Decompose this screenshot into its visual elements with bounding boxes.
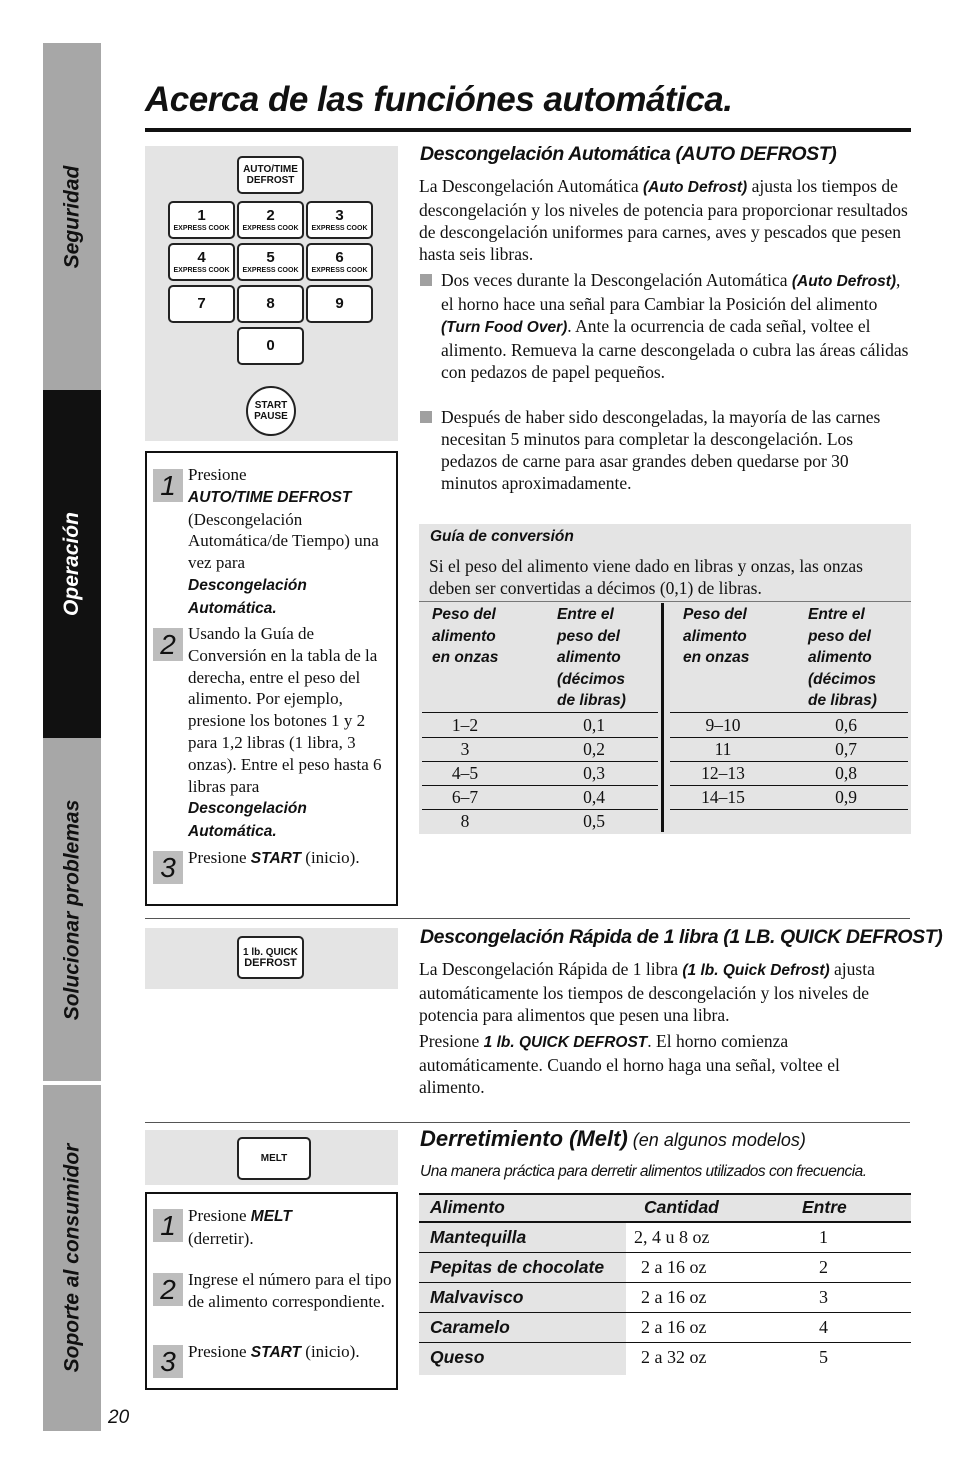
section-divider — [145, 1122, 910, 1123]
key-sublabel: EXPRESS COOK — [242, 267, 299, 274]
table-header: Entre — [802, 1197, 847, 1217]
key-number: 6 — [335, 249, 344, 266]
title-rule — [145, 128, 911, 132]
step-keyword: Descongelación Automática. — [188, 576, 307, 617]
step-text: Presione — [188, 465, 247, 484]
section-divider — [145, 918, 910, 919]
column-divider — [661, 603, 664, 832]
table-cell: 1 — [819, 1227, 828, 1247]
tab-label: Soporte al consumidor — [60, 1143, 84, 1373]
step-text: (inicio). — [301, 848, 360, 867]
step-text: (Descongelación Automática/de Tiempo) una vez para — [188, 509, 379, 573]
tab-solucionar-problemas[interactable] — [43, 738, 101, 1083]
step-text: (derretir). — [188, 1228, 254, 1248]
step-number-1: 1 — [153, 1209, 183, 1242]
step-keyword: START — [250, 1344, 302, 1361]
para-keyword: (Auto Defrost) — [643, 179, 748, 196]
step-3-text — [188, 847, 396, 870]
quick-defrost-heading: Descongelación Rápida de 1 libra (1 LB. QUICK DEFROST) — [420, 926, 943, 948]
header-line: Peso del — [683, 606, 747, 623]
divider — [670, 809, 908, 810]
col-header-lb-2 — [808, 604, 877, 712]
bullet-text: , el horno hace una señal para Cambiar la Posición del alimento — [441, 270, 901, 314]
step-1-text — [188, 1205, 396, 1250]
step-1-text — [188, 464, 396, 620]
key-number: 3 — [335, 207, 344, 224]
key-9[interactable] — [306, 285, 373, 323]
conversion-desc: Si el peso del alimento viene dado en libras y onzas, las onzas deben ser convertidas a décimos (0,1) de libras. — [429, 556, 863, 598]
auto-defrost-intro — [419, 175, 909, 265]
quick-defrost-panel — [145, 928, 398, 989]
divider — [419, 1282, 911, 1283]
header-line: Entre el — [808, 606, 865, 623]
melt-steps — [145, 1192, 398, 1390]
start-pause-key[interactable] — [246, 386, 296, 436]
key-label: AUTO/TIME — [243, 164, 298, 175]
melt-key[interactable] — [237, 1137, 311, 1180]
key-number: 9 — [335, 295, 344, 312]
header-line: peso del — [808, 627, 871, 645]
table-cell: 14–15 — [701, 787, 745, 807]
key-sublabel: EXPRESS COOK — [242, 225, 299, 232]
table-cell: 2 a 16 oz — [641, 1317, 707, 1337]
col-header-oz-2 — [683, 604, 749, 669]
table-cell: 3 — [819, 1287, 828, 1307]
key-7[interactable] — [168, 285, 235, 323]
key-label: DEFROST — [244, 956, 297, 969]
para-text: La Descongelación Rápida de 1 libra — [419, 959, 683, 979]
table-cell: 9–10 — [705, 715, 741, 735]
table-cell: 3 — [460, 739, 470, 759]
step-number-3: 3 — [153, 851, 183, 884]
col-header-lb — [557, 604, 626, 712]
step-number-2: 2 — [153, 628, 183, 661]
table-cell: 2 a 16 oz — [641, 1287, 707, 1307]
table-cell: 0,7 — [835, 739, 857, 759]
para-keyword: 1 lb. QUICK DEFROST — [483, 1034, 648, 1051]
bullet-square — [420, 411, 432, 423]
table-cell: 2 a 16 oz — [641, 1257, 707, 1277]
bullet-square — [420, 274, 432, 286]
para-text: . El horno comienza automáticamente. Cuando el horno haga una señal, voltee el alimento. — [419, 1031, 840, 1097]
header-line: Entre el — [557, 606, 614, 623]
step-number-2: 2 — [153, 1273, 183, 1306]
melt-table — [419, 1193, 911, 1375]
melt-heading — [420, 1126, 806, 1152]
step-text: Presione — [188, 1206, 251, 1225]
melt-title: Derretimiento (Melt) — [420, 1126, 628, 1151]
table-cell: 4 — [819, 1317, 828, 1337]
table-cell: 0,5 — [583, 811, 605, 831]
step-keyword: MELT — [250, 1208, 292, 1225]
key-5[interactable] — [237, 243, 304, 281]
conversion-title: Guía de conversión — [430, 528, 574, 545]
key-number: 4 — [197, 249, 206, 266]
table-cell: 8 — [460, 811, 470, 831]
step-keyword: Descongelación Automática. — [188, 800, 307, 841]
divider — [670, 712, 908, 713]
step-3-text — [188, 1341, 396, 1364]
bullet-text: Dos veces durante la Descongelación Automática — [441, 270, 792, 290]
auto-time-defrost-key[interactable] — [237, 156, 304, 194]
keypad-panel — [145, 146, 398, 441]
header-line: Peso del — [432, 606, 496, 623]
divider — [419, 1342, 911, 1343]
step-text: (inicio). — [301, 1342, 360, 1361]
auto-defrost-heading: Descongelación Automática (AUTO DEFROST) — [420, 143, 837, 165]
key-6[interactable] — [306, 243, 373, 281]
table-cell: 0,4 — [583, 787, 605, 807]
header-line: de libras) — [808, 692, 877, 709]
bullet-text: Después de haber sido descongeladas, la mayoría de las carnes necesitan 5 minutos para completar la descongelación. Los pedazos de carne para asar grandes deben quedarse por 30 minutos aproximadamente. — [441, 407, 881, 493]
divider — [422, 712, 658, 713]
step-text: Usando la Guía de Conversión en la tabla de la derecha, entre el peso del alimento. Por ejemplo, presione los botones 1 y 2 para 1,2 libras (1 libra, 3 onzas). Entre el peso hasta 6 libras para — [188, 624, 382, 796]
para-keyword: (1 lb. Quick Defrost) — [682, 962, 830, 979]
key-number: 7 — [197, 295, 206, 312]
bullet-text: . Ante la ocurrencia de cada señal, voltee el alimento. Remueva la carne descongelada o cubra las áreas cálidas con pedazos de papel pequeños. — [441, 316, 909, 382]
tab-label: Operación — [60, 512, 83, 616]
table-header: Alimento — [430, 1197, 505, 1217]
key-sublabel: EXPRESS COOK — [173, 225, 230, 232]
step-2-text — [188, 623, 396, 843]
key-0[interactable] — [237, 327, 304, 365]
step-2-text: Ingrese el número para el tipo de alimento correspondiente. — [188, 1270, 392, 1311]
header-line: (décimos — [808, 670, 877, 688]
auto-defrost-bullet-1 — [441, 269, 909, 383]
header-line: en onzas — [432, 649, 499, 666]
table-cell: 11 — [714, 739, 732, 759]
key-sublabel: EXPRESS COOK — [311, 225, 368, 232]
table-cell: Malvavisco — [430, 1287, 524, 1307]
key-number: 1 — [197, 207, 206, 224]
bullet-keyword: (Auto Defrost) — [791, 273, 897, 290]
para-text: La Descongelación Automática — [419, 176, 644, 196]
tab-operacion[interactable] — [43, 390, 101, 738]
key-label: PAUSE — [254, 411, 288, 422]
header-line: (décimos — [557, 670, 626, 688]
key-number: 0 — [266, 337, 275, 354]
table-cell: 6–7 — [451, 787, 479, 807]
header-line: alimento — [808, 649, 872, 666]
para-text: Presione — [419, 1031, 484, 1051]
step-keyword: START — [250, 850, 302, 867]
key-sublabel: EXPRESS COOK — [173, 267, 230, 274]
key-label: DEFROST — [246, 175, 295, 186]
table-cell: 4–5 — [451, 763, 479, 783]
para-text: ajusta los tiempos de descongelación y los niveles de potencia para proporcionar resultados de descongelación uniformes para carnes, aves y pescados que pesen hasta seis libras. — [419, 176, 908, 264]
key-4[interactable] — [168, 243, 235, 281]
divider — [419, 601, 911, 602]
melt-note: (en algunos modelos) — [627, 1130, 806, 1150]
auto-defrost-steps — [145, 451, 398, 906]
table-cell: 12–13 — [701, 763, 745, 783]
table-cell: 2, 4 u 8 oz — [634, 1227, 710, 1247]
quick-defrost-p1 — [419, 958, 909, 1026]
step-number-3: 3 — [153, 1345, 183, 1378]
tab-label: Solucionar problemas — [60, 799, 83, 1020]
key-label: 1 lb. QUICK — [242, 946, 298, 958]
tab-seguridad[interactable] — [43, 43, 101, 390]
table-cell: Mantequilla — [430, 1227, 527, 1247]
header-line: alimento — [557, 649, 621, 666]
quick-defrost-key[interactable] — [237, 936, 304, 979]
page-number: 20 — [108, 1407, 130, 1428]
para-text: ajusta automáticamente los tiempos de descongelación y los niveles de potencia para alimentos que pesen una libra. — [419, 959, 875, 1025]
table-cell: 0,8 — [835, 763, 857, 783]
tab-soporte-consumidor[interactable] — [43, 1085, 101, 1431]
table-cell: 1–2 — [451, 715, 479, 735]
key-2[interactable] — [237, 201, 304, 239]
melt-panel — [145, 1130, 398, 1185]
quick-defrost-p2 — [419, 1030, 909, 1098]
key-sublabel: EXPRESS COOK — [311, 267, 368, 274]
key-1[interactable] — [168, 201, 235, 239]
key-number: 2 — [266, 207, 275, 224]
table-cell: 0,6 — [835, 715, 857, 735]
tab-label: Seguridad — [60, 165, 83, 268]
table-cell: 5 — [819, 1347, 828, 1367]
header-line: en onzas — [683, 649, 750, 666]
key-label: MELT — [260, 1153, 288, 1164]
divider — [419, 1312, 911, 1313]
table-cell: Caramelo — [430, 1317, 510, 1337]
table-cell: 2 — [819, 1257, 828, 1277]
conversion-guide — [419, 524, 911, 834]
step-text: Presione — [188, 1342, 251, 1361]
step-number-1: 1 — [153, 469, 183, 502]
table-cell: Pepitas de chocolate — [430, 1257, 605, 1277]
table-cell: 0,2 — [583, 739, 605, 759]
key-label: START — [254, 400, 288, 411]
table-cell: 2 a 32 oz — [641, 1347, 707, 1367]
key-number: 5 — [266, 249, 275, 266]
key-number: 8 — [266, 295, 275, 312]
table-cell: 0,9 — [835, 787, 857, 807]
header-line: de libras) — [557, 692, 626, 709]
bullet-keyword: (Turn Food Over) — [441, 319, 568, 336]
key-3[interactable] — [306, 201, 373, 239]
melt-subtitle: Una manera práctica para derretir alimentos utilizados con frecuencia. — [420, 1163, 867, 1180]
table-header: Cantidad — [644, 1197, 719, 1217]
step-text: Presione — [188, 848, 251, 867]
table-cell: 0,3 — [583, 763, 605, 783]
col-header-oz — [432, 604, 498, 669]
header-line: alimento — [683, 627, 747, 645]
key-8[interactable] — [237, 285, 304, 323]
table-cell: 0,1 — [583, 715, 605, 735]
divider — [419, 1252, 911, 1253]
table-cell: Queso — [430, 1347, 485, 1367]
page-title: Acerca de las funciónes automática. — [145, 80, 733, 119]
auto-defrost-bullet-2 — [441, 406, 909, 494]
header-line: alimento — [432, 627, 496, 645]
header-line: peso del — [557, 627, 620, 645]
step-keyword: AUTO/TIME DEFROST — [188, 488, 352, 506]
